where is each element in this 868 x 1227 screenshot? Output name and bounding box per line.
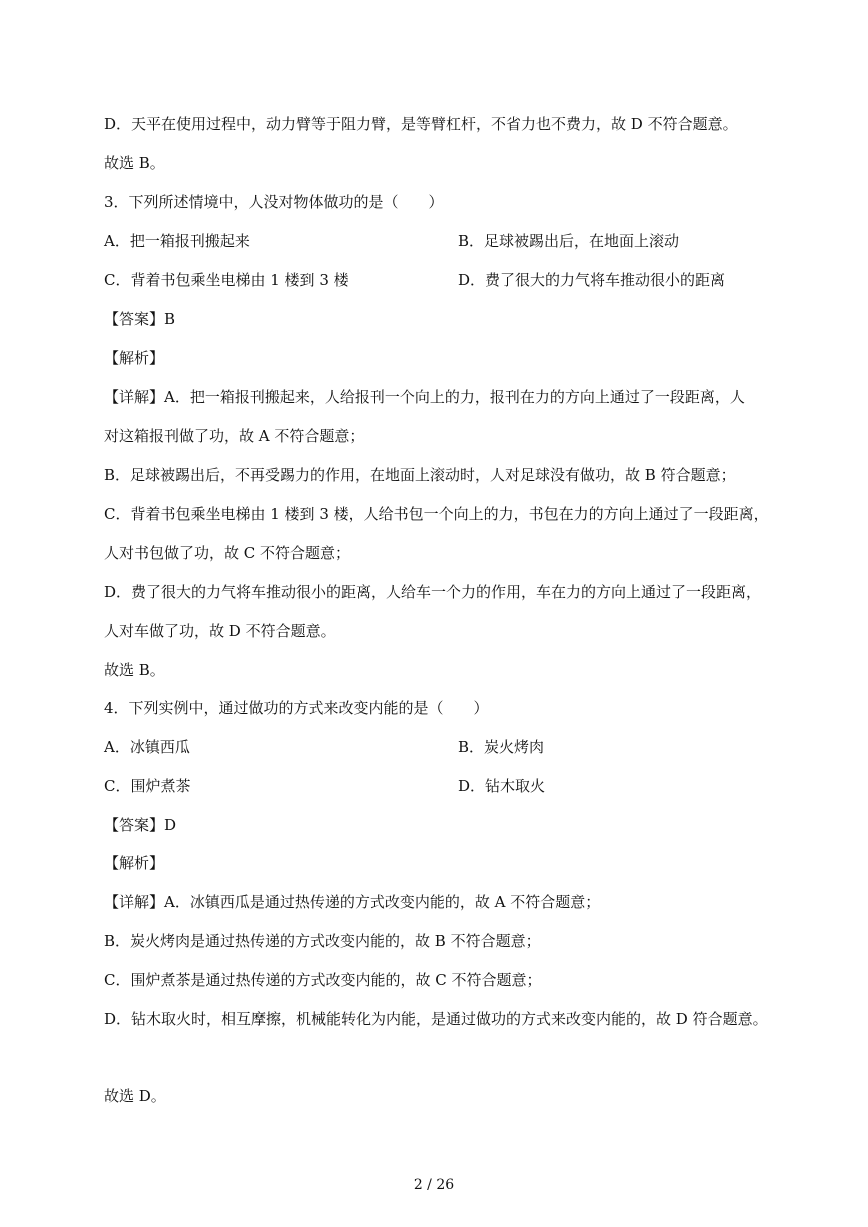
q4-answer: 【答案】D	[104, 816, 177, 834]
q4-detail-c: C．围炉煮茶是通过热传递的方式改变内能的，故 C 不符合题意；	[104, 971, 542, 989]
q3-answer: 【答案】B	[104, 310, 176, 328]
q3-stem: 3．下列所述情境中，人没对物体做功的是（ ）	[104, 193, 444, 211]
q4-conclusion: 故选 D。	[104, 1087, 166, 1105]
q4-detail-d: D．钻木取火时，相互摩擦，机械能转化为内能，是通过做功的方式来改变内能的，故 D 符合题意。	[104, 1010, 768, 1028]
q4-option-a: A．冰镇西瓜	[104, 738, 190, 756]
q3-option-d: D．费了很大的力气将车推动很小的距离	[458, 271, 726, 289]
q4-stem: 4．下列实例中，通过做功的方式来改变内能的是（ ）	[104, 699, 489, 717]
q3-detail-c-line1: C．背着书包乘坐电梯由 1 楼到 3 楼，人给书包一个向上的力，书包在力的方向上通过了一段距离，	[104, 505, 769, 523]
q4-option-c: C．围炉煮茶	[104, 777, 191, 795]
q3-detail-d-line1: D．费了很大的力气将车推动很小的距离，人给车一个力的作用，车在力的方向上通过了一段距离，	[104, 583, 762, 601]
q2-option-d-explanation: D．天平在使用过程中，动力臂等于阻力臂，是等臂杠杆，不省力也不费力，故 D 不符合题意。	[104, 115, 738, 133]
q3-analysis-label: 【解析】	[104, 349, 165, 367]
q4-option-b: B．炭火烤肉	[458, 738, 545, 756]
q3-detail-c-line2: 人对书包做了功，故 C 不符合题意；	[104, 544, 351, 562]
q3-option-c: C．背着书包乘坐电梯由 1 楼到 3 楼	[104, 271, 349, 289]
q3-option-b: B．足球被踢出后，在地面上滚动	[458, 232, 680, 250]
q3-conclusion: 故选 B。	[104, 661, 165, 679]
q4-detail-a: 【详解】A．冰镇西瓜是通过热传递的方式改变内能的，故 A 不符合题意；	[104, 893, 601, 911]
q3-detail-a-line1: 【详解】A．把一箱报刊搬起来，人给报刊一个向上的力，报刊在力的方向上通过了一段距离，人	[104, 388, 745, 406]
q3-detail-b: B．足球被踢出后，不再受踢力的作用，在地面上滚动时，人对足球没有做功，故 B 符合题意；	[104, 466, 736, 484]
q4-option-d: D．钻木取火	[458, 777, 546, 795]
q3-detail-d-line2: 人对车做了功，故 D 不符合题意。	[104, 622, 336, 640]
q4-analysis-label: 【解析】	[104, 854, 165, 872]
q3-option-a: A．把一箱报刊搬起来	[104, 232, 250, 250]
q2-conclusion: 故选 B。	[104, 154, 165, 172]
page-number: 2 / 26	[413, 1177, 455, 1193]
q3-detail-a-line2: 对这箱报刊做了功，故 A 不符合题意；	[104, 427, 365, 445]
q4-detail-b: B．炭火烤肉是通过热传递的方式改变内能的，故 B 不符合题意；	[104, 932, 541, 950]
